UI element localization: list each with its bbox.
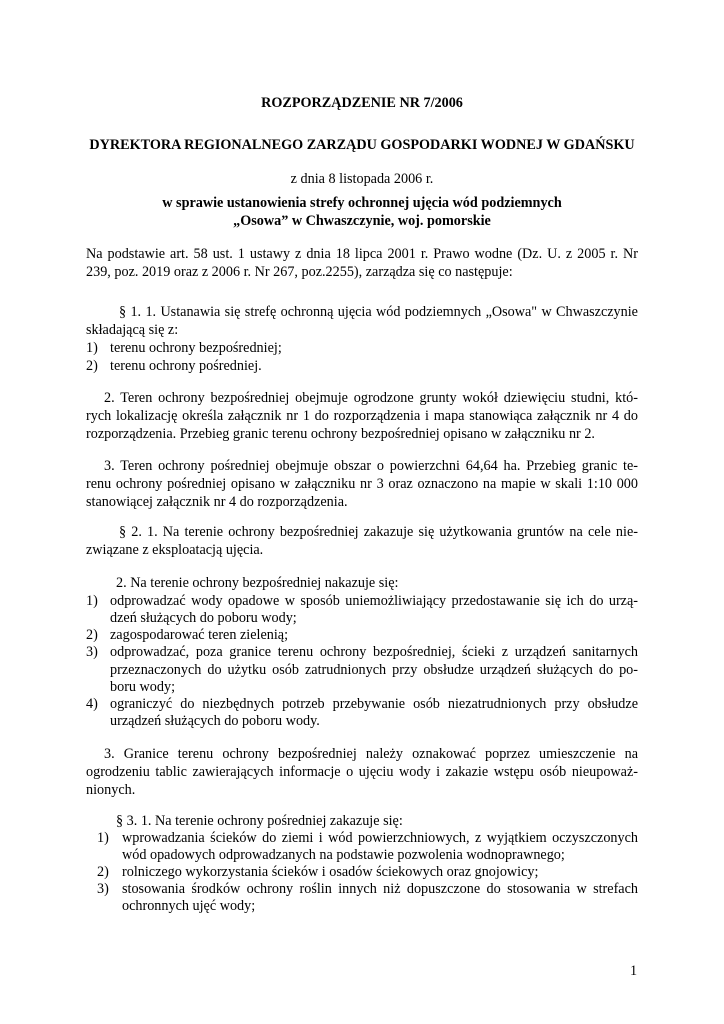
list-number: 3) bbox=[97, 881, 109, 897]
preamble-line: 239, poz. 2019 oraz z 2006 r. Nr 267, poz.2255), zarządza się co następuje: bbox=[86, 264, 513, 280]
preamble-line: Na podstawie art. 58 ust. 1 ustawy z dnia 18 lipca 2001 r. Prawo wodne (Dz. U. z 2005 r. Nr bbox=[86, 246, 638, 262]
list-item: stosowania środków ochrony roślin innych niż dopuszczone do stosowania w strefach bbox=[122, 881, 638, 897]
list-item: urządzeń służących do poboru wody. bbox=[110, 713, 320, 729]
section1-paragraph2: rych lokalizację określa załącznik nr 1 do rozporządzenia i mapa stanowiąca załącznik nr 4 do bbox=[86, 408, 638, 424]
list-number: 1) bbox=[86, 340, 98, 356]
list-item: przeznaczonych do użytku osób zatrudnionych przy obsłudze urządzeń służących do po- bbox=[110, 662, 638, 678]
list-number: 2) bbox=[86, 627, 98, 643]
section1-paragraph1: § 1. 1. Ustanawia się strefę ochronną ujęcia wód podziemnych „Osowa" w Chwaszczynie bbox=[119, 304, 638, 320]
list-number: 1) bbox=[97, 830, 109, 846]
list-number: 3) bbox=[86, 644, 98, 660]
list-item: boru wody; bbox=[110, 679, 176, 695]
section2-paragraph1: § 2. 1. Na terenie ochrony bezpośredniej zakazuje się użytkowania gruntów na cele nie- bbox=[119, 524, 638, 540]
list-item: zagospodarować teren zielenią; bbox=[110, 627, 289, 643]
regulation-subject: „Osowa” w Chwaszczynie, woj. pomorskie bbox=[233, 213, 491, 229]
section1-paragraph2: rozporządzenia. Przebieg granic terenu ochrony bezpośredniej opisano w załączniku nr 2. bbox=[86, 426, 595, 442]
list-item: dzeń służących do poboru wody; bbox=[110, 610, 297, 626]
section1-paragraph3: 3. Teren ochrony pośredniej obejmuje obszar o powierzchni 64,64 ha. Przebieg granic te- bbox=[104, 458, 638, 474]
regulation-title: ROZPORZĄDZENIE NR 7/2006 bbox=[261, 95, 463, 111]
page-number: 1 bbox=[630, 963, 638, 979]
list-item: wprowadzania ścieków do ziemi i wód powierzchniowych, z wyjątkiem oczyszczonych bbox=[122, 830, 638, 846]
list-item: ochronnych ujęć wody; bbox=[122, 898, 256, 914]
section3-paragraph1: § 3. 1. Na terenie ochrony pośredniej zakazuje się: bbox=[116, 813, 403, 829]
regulation-authority: DYREKTORA REGIONALNEGO ZARZĄDU GOSPODARKI WODNEJ W GDAŃSKU bbox=[89, 137, 635, 153]
regulation-subject: w sprawie ustanowienia strefy ochronnej ujęcia wód podziemnych bbox=[162, 195, 562, 211]
list-item: rolniczego wykorzystania ścieków i osadów ściekowych oraz gnojowicy; bbox=[122, 864, 539, 880]
list-item: odprowadzać, poza granice terenu ochrony bezpośredniej, ścieki z urządzeń sanitarnych bbox=[110, 644, 638, 660]
list-item: odprowadzać wody opadowe w sposób uniemożliwiający przedostawanie się ich do urzą- bbox=[110, 593, 638, 609]
list-item: terenu ochrony pośredniej. bbox=[110, 358, 262, 374]
regulation-date: z dnia 8 listopada 2006 r. bbox=[290, 171, 434, 187]
section2-paragraph3: ogrodzeniu tablic zawierających informacje o ujęciu wody i zakazie wstępu osób nieupoważ- bbox=[86, 764, 638, 780]
section1-paragraph3: stanowiącej załącznik nr 4 do rozporządzenia. bbox=[86, 494, 348, 510]
list-item: wód opadowych odprowadzanych na podstawie pozwolenia wodnoprawnego; bbox=[122, 847, 565, 863]
list-number: 1) bbox=[86, 593, 98, 609]
section1-paragraph1: składającą się z: bbox=[86, 322, 179, 338]
section2-paragraph1: związane z eksploatacją ujęcia. bbox=[86, 542, 264, 558]
list-item: ograniczyć do niezbędnych potrzeb przebywanie osób niezatrudnionych przy obsłudze bbox=[110, 696, 638, 712]
list-number: 2) bbox=[86, 358, 98, 374]
list-number: 4) bbox=[86, 696, 98, 712]
section1-paragraph2: 2. Teren ochrony bezpośredniej obejmuje ogrodzone grunty wokół dziewięciu studni, któ- bbox=[104, 390, 638, 406]
section2-paragraph3: 3. Granice terenu ochrony bezpośredniej należy oznakować poprzez umieszczenie na bbox=[104, 746, 638, 762]
section1-paragraph3: renu ochrony pośredniej opisano w załączniku nr 3 oraz oznaczono na mapie w skali 1:10 000 bbox=[86, 476, 638, 492]
section2-paragraph2: 2. Na terenie ochrony bezpośredniej nakazuje się: bbox=[116, 575, 399, 591]
list-item: terenu ochrony bezpośredniej; bbox=[110, 340, 282, 356]
section2-paragraph3: nionych. bbox=[86, 782, 136, 798]
list-number: 2) bbox=[97, 864, 109, 880]
